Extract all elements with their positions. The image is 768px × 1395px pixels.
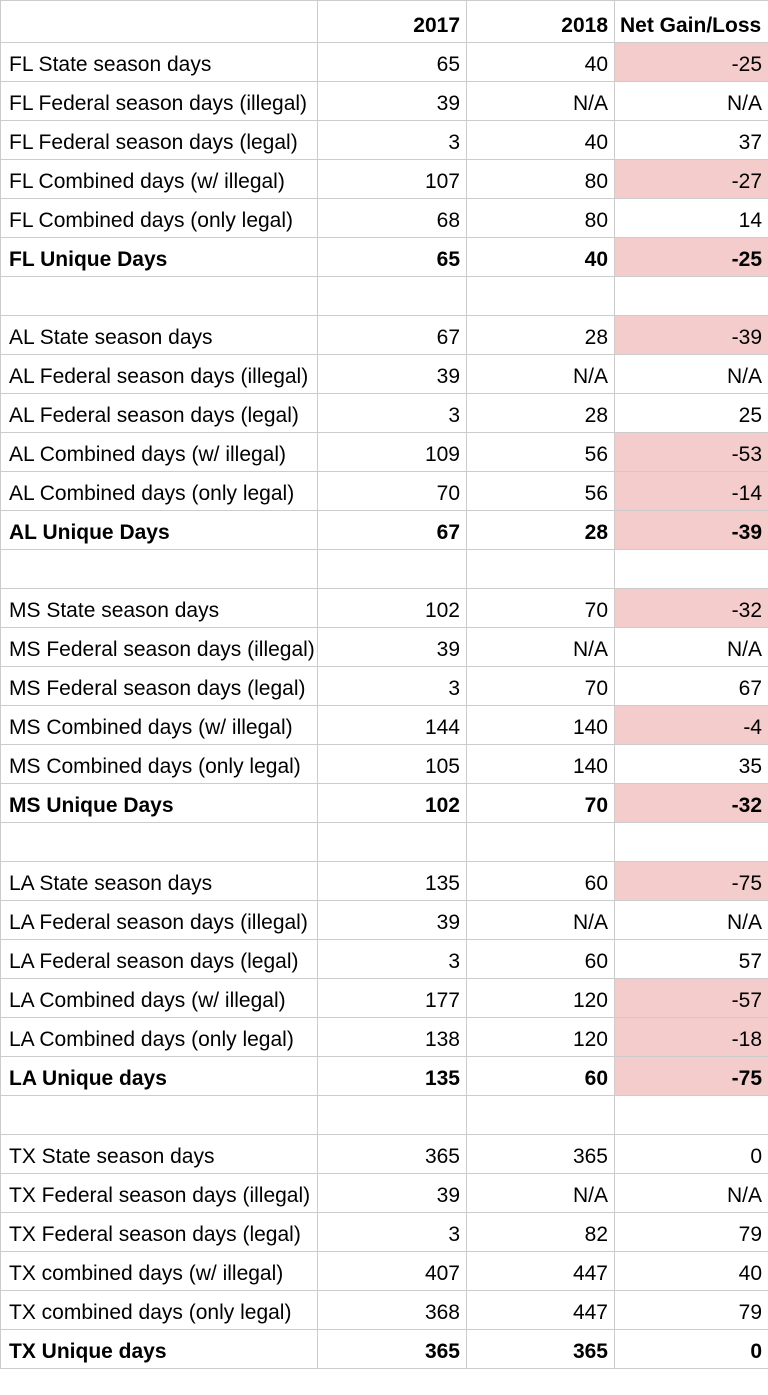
cell-net-gain-loss[interactable] <box>615 823 768 862</box>
cell-2018[interactable]: 140 <box>467 706 615 745</box>
table-body <box>1 43 768 1369</box>
cell-2018[interactable]: 80 <box>467 199 615 238</box>
table-row <box>1 745 768 784</box>
row-label-cell[interactable]: TX combined days (w/ illegal) <box>1 1252 318 1291</box>
cell-net-gain-loss[interactable]: 35 <box>615 745 768 784</box>
cell-net-gain-loss[interactable]: 79 <box>615 1291 768 1330</box>
table-row <box>1 901 768 940</box>
cell-2018[interactable]: 40 <box>467 121 615 160</box>
cell-2017[interactable]: 102 <box>318 784 467 823</box>
cell-2018[interactable]: N/A <box>467 901 615 940</box>
cell-net-gain-loss[interactable]: -18 <box>615 1018 768 1057</box>
cell-2018[interactable]: 60 <box>467 862 615 901</box>
cell-2017[interactable]: 109 <box>318 433 467 472</box>
cell-net-gain-loss[interactable]: N/A <box>615 355 768 394</box>
row-label-cell[interactable]: LA Federal season days (legal) <box>1 940 318 979</box>
cell-net-gain-loss[interactable]: 14 <box>615 199 768 238</box>
cell-net-gain-loss[interactable]: -75 <box>615 862 768 901</box>
row-label-cell[interactable]: FL State season days <box>1 43 318 82</box>
cell-2018[interactable]: 40 <box>467 238 615 277</box>
cell-net-gain-loss[interactable]: N/A <box>615 628 768 667</box>
cell-2017[interactable]: 65 <box>318 238 467 277</box>
table-row <box>1 472 768 511</box>
cell-2017[interactable]: 3 <box>318 394 467 433</box>
cell-net-gain-loss[interactable]: -32 <box>615 589 768 628</box>
row-label-cell[interactable] <box>1 1096 318 1135</box>
table-row <box>1 667 768 706</box>
table-row <box>1 589 768 628</box>
header-cell-2018[interactable]: 2018 <box>467 1 615 43</box>
cell-net-gain-loss[interactable]: N/A <box>615 1174 768 1213</box>
cell-net-gain-loss[interactable]: -57 <box>615 979 768 1018</box>
cell-2017[interactable]: 138 <box>318 1018 467 1057</box>
cell-2017[interactable]: 177 <box>318 979 467 1018</box>
cell-2018[interactable]: 80 <box>467 160 615 199</box>
row-label-cell[interactable]: FL Combined days (w/ illegal) <box>1 160 318 199</box>
cell-2017[interactable]: 39 <box>318 628 467 667</box>
cell-2018[interactable]: 70 <box>467 667 615 706</box>
cell-2017[interactable]: 39 <box>318 355 467 394</box>
cell-2017[interactable]: 39 <box>318 1174 467 1213</box>
table-row <box>1 355 768 394</box>
cell-2018[interactable]: 28 <box>467 394 615 433</box>
cell-2017[interactable]: 67 <box>318 316 467 355</box>
cell-2017[interactable]: 3 <box>318 1213 467 1252</box>
cell-net-gain-loss[interactable]: -39 <box>615 511 768 550</box>
table-row <box>1 238 768 277</box>
spacer-row <box>1 1096 768 1135</box>
cell-2018[interactable]: 40 <box>467 43 615 82</box>
row-label-cell[interactable]: MS Federal season days (legal) <box>1 667 318 706</box>
spacer-row <box>1 550 768 589</box>
row-label-cell[interactable]: TX combined days (only legal) <box>1 1291 318 1330</box>
cell-net-gain-loss[interactable] <box>615 277 768 316</box>
cell-net-gain-loss[interactable]: 79 <box>615 1213 768 1252</box>
cell-2018[interactable]: 447 <box>467 1252 615 1291</box>
cell-2018[interactable]: 70 <box>467 589 615 628</box>
row-label-cell[interactable] <box>1 823 318 862</box>
cell-2018[interactable]: 70 <box>467 784 615 823</box>
table-row <box>1 433 768 472</box>
cell-net-gain-loss[interactable] <box>615 1096 768 1135</box>
cell-2017[interactable]: 365 <box>318 1135 467 1174</box>
table-row <box>1 862 768 901</box>
cell-2017[interactable]: 70 <box>318 472 467 511</box>
table-row <box>1 394 768 433</box>
cell-2017[interactable]: 39 <box>318 901 467 940</box>
cell-net-gain-loss[interactable]: -75 <box>615 1057 768 1096</box>
row-label-cell[interactable]: TX Federal season days (illegal) <box>1 1174 318 1213</box>
row-label-cell[interactable]: MS Unique Days <box>1 784 318 823</box>
cell-2017[interactable]: 67 <box>318 511 467 550</box>
cell-2018[interactable]: N/A <box>467 628 615 667</box>
row-label-cell[interactable]: LA Federal season days (illegal) <box>1 901 318 940</box>
cell-2017[interactable]: 368 <box>318 1291 467 1330</box>
cell-2017[interactable]: 65 <box>318 43 467 82</box>
table-row <box>1 979 768 1018</box>
cell-2018[interactable]: 365 <box>467 1330 615 1369</box>
cell-2017[interactable]: 3 <box>318 667 467 706</box>
cell-2018[interactable]: 120 <box>467 979 615 1018</box>
cell-2018[interactable]: 120 <box>467 1018 615 1057</box>
table-row <box>1 1174 768 1213</box>
cell-net-gain-loss[interactable]: -25 <box>615 238 768 277</box>
cell-2017[interactable] <box>318 1096 467 1135</box>
cell-2018[interactable]: 82 <box>467 1213 615 1252</box>
row-label-cell[interactable]: AL Combined days (only legal) <box>1 472 318 511</box>
table-row <box>1 199 768 238</box>
cell-net-gain-loss[interactable]: 57 <box>615 940 768 979</box>
cell-2017[interactable]: 3 <box>318 121 467 160</box>
cell-net-gain-loss[interactable]: -25 <box>615 43 768 82</box>
cell-net-gain-loss[interactable]: N/A <box>615 901 768 940</box>
table-row <box>1 628 768 667</box>
spacer-row <box>1 277 768 316</box>
cell-2018[interactable]: 447 <box>467 1291 615 1330</box>
spacer-row <box>1 823 768 862</box>
row-label-cell[interactable]: AL Unique Days <box>1 511 318 550</box>
cell-2018[interactable]: 60 <box>467 940 615 979</box>
cell-2018[interactable]: N/A <box>467 82 615 121</box>
cell-net-gain-loss[interactable]: 40 <box>615 1252 768 1291</box>
cell-2018[interactable]: 365 <box>467 1135 615 1174</box>
row-label-cell[interactable]: MS State season days <box>1 589 318 628</box>
row-label-cell[interactable]: AL Combined days (w/ illegal) <box>1 433 318 472</box>
row-label-cell[interactable]: FL Federal season days (illegal) <box>1 82 318 121</box>
cell-net-gain-loss[interactable]: -39 <box>615 316 768 355</box>
cell-2017[interactable]: 365 <box>318 1330 467 1369</box>
row-label-cell[interactable]: AL Federal season days (illegal) <box>1 355 318 394</box>
row-label-cell[interactable]: MS Federal season days (illegal) <box>1 628 318 667</box>
cell-2018[interactable]: 28 <box>467 316 615 355</box>
row-label-cell[interactable] <box>1 277 318 316</box>
table-row <box>1 706 768 745</box>
row-label-cell[interactable]: TX Federal season days (legal) <box>1 1213 318 1252</box>
cell-2017[interactable]: 68 <box>318 199 467 238</box>
cell-2018[interactable] <box>467 1096 615 1135</box>
header-cell-net-gain-loss[interactable]: Net Gain/Loss <box>615 1 768 43</box>
cell-2018[interactable]: N/A <box>467 355 615 394</box>
table-row <box>1 121 768 160</box>
cell-2017[interactable] <box>318 550 467 589</box>
table-row <box>1 43 768 82</box>
cell-net-gain-loss[interactable]: 37 <box>615 121 768 160</box>
table-row <box>1 1291 768 1330</box>
row-label-cell[interactable]: AL State season days <box>1 316 318 355</box>
table-row <box>1 511 768 550</box>
table-row <box>1 82 768 121</box>
header-cell-blank[interactable] <box>1 1 318 43</box>
row-label-cell[interactable]: LA Unique days <box>1 1057 318 1096</box>
row-label-cell[interactable]: FL Unique Days <box>1 238 318 277</box>
cell-2017[interactable]: 144 <box>318 706 467 745</box>
table-row <box>1 1057 768 1096</box>
cell-net-gain-loss[interactable]: -27 <box>615 160 768 199</box>
cell-2017[interactable]: 102 <box>318 589 467 628</box>
row-label-cell[interactable]: TX State season days <box>1 1135 318 1174</box>
cell-net-gain-loss[interactable]: 25 <box>615 394 768 433</box>
row-label-cell[interactable]: LA Combined days (w/ illegal) <box>1 979 318 1018</box>
table-row <box>1 784 768 823</box>
table-row <box>1 1135 768 1174</box>
cell-2017[interactable]: 407 <box>318 1252 467 1291</box>
cell-2018[interactable] <box>467 823 615 862</box>
cell-2017[interactable]: 135 <box>318 862 467 901</box>
table-row <box>1 316 768 355</box>
cell-net-gain-loss[interactable]: 0 <box>615 1330 768 1369</box>
cell-2018[interactable]: 28 <box>467 511 615 550</box>
cell-2017[interactable] <box>318 277 467 316</box>
cell-net-gain-loss[interactable]: 0 <box>615 1135 768 1174</box>
cell-2017[interactable]: 39 <box>318 82 467 121</box>
row-label-cell[interactable]: AL Federal season days (legal) <box>1 394 318 433</box>
cell-2017[interactable]: 3 <box>318 940 467 979</box>
cell-2018[interactable]: 56 <box>467 472 615 511</box>
cell-2018[interactable]: 140 <box>467 745 615 784</box>
cell-2018[interactable] <box>467 550 615 589</box>
table-row <box>1 1213 768 1252</box>
row-label-cell[interactable]: FL Federal season days (legal) <box>1 121 318 160</box>
cell-2018[interactable] <box>467 277 615 316</box>
cell-2017[interactable] <box>318 823 467 862</box>
cell-net-gain-loss[interactable]: -32 <box>615 784 768 823</box>
table-row <box>1 940 768 979</box>
cell-net-gain-loss[interactable]: -4 <box>615 706 768 745</box>
cell-2017[interactable]: 135 <box>318 1057 467 1096</box>
table-row <box>1 1018 768 1057</box>
cell-net-gain-loss[interactable]: -14 <box>615 472 768 511</box>
row-label-cell[interactable] <box>1 550 318 589</box>
table-row <box>1 1252 768 1291</box>
row-label-cell[interactable]: TX Unique days <box>1 1330 318 1369</box>
cell-2018[interactable]: 56 <box>467 433 615 472</box>
table-row <box>1 1330 768 1369</box>
row-label-cell[interactable]: LA Combined days (only legal) <box>1 1018 318 1057</box>
row-label-cell[interactable]: LA State season days <box>1 862 318 901</box>
cell-2018[interactable]: 60 <box>467 1057 615 1096</box>
table-row <box>1 160 768 199</box>
cell-2017[interactable]: 107 <box>318 160 467 199</box>
cell-net-gain-loss[interactable]: 67 <box>615 667 768 706</box>
cell-2018[interactable]: N/A <box>467 1174 615 1213</box>
row-label-cell[interactable]: MS Combined days (w/ illegal) <box>1 706 318 745</box>
cell-net-gain-loss[interactable]: N/A <box>615 82 768 121</box>
row-label-cell[interactable]: FL Combined days (only legal) <box>1 199 318 238</box>
header-row <box>1 1 768 43</box>
row-label-cell[interactable]: MS Combined days (only legal) <box>1 745 318 784</box>
cell-2017[interactable]: 105 <box>318 745 467 784</box>
cell-net-gain-loss[interactable]: -53 <box>615 433 768 472</box>
header-cell-2017[interactable]: 2017 <box>318 1 467 43</box>
cell-net-gain-loss[interactable] <box>615 550 768 589</box>
